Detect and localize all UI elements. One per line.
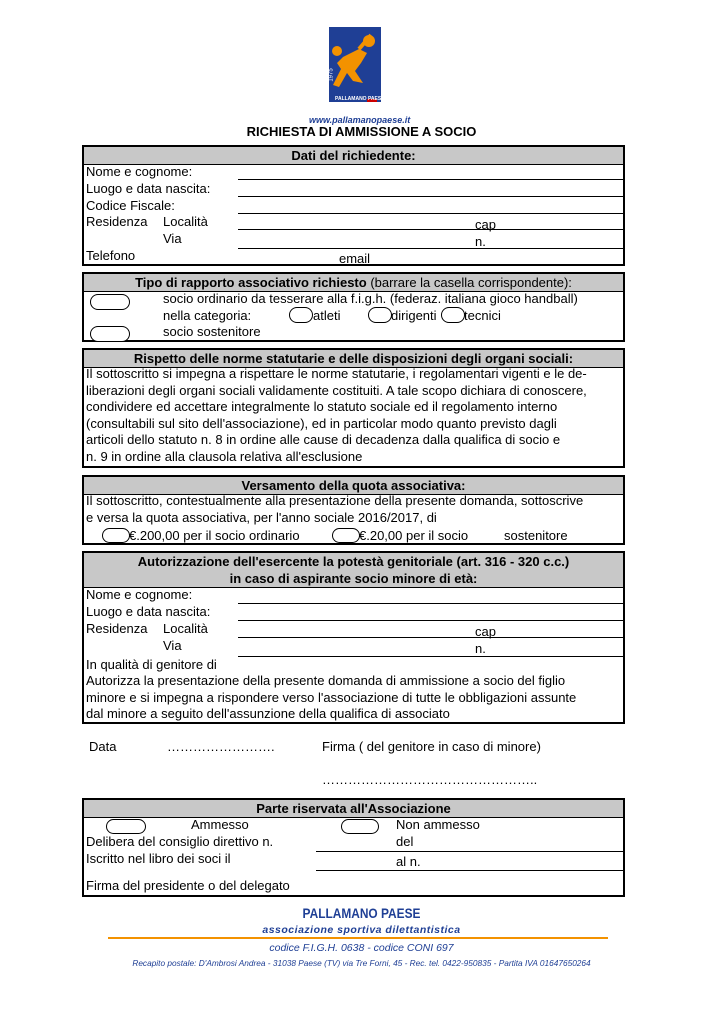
text-line: liberazioni degli organi sociali validamente costituiti. A tale scopo dichiara di conoscere, bbox=[86, 382, 587, 398]
association-reserved-section bbox=[82, 798, 625, 897]
label-via-minore: Via bbox=[163, 638, 182, 653]
label-firma-presidente: Firma del presidente o del delegato bbox=[86, 878, 290, 893]
footer-subtitle: associazione sportiva dilettantistica bbox=[262, 924, 461, 936]
option-tecnici: tecnici bbox=[464, 308, 501, 323]
field-luogo-minore[interactable] bbox=[238, 620, 623, 621]
footer-club-name: PALLAMANO PAESE bbox=[302, 905, 421, 921]
checkbox-quota-sostenitore[interactable] bbox=[332, 528, 360, 543]
label-delibera: Delibera del consiglio direttivo n. bbox=[86, 834, 274, 849]
field-del[interactable] bbox=[316, 851, 623, 852]
checkbox-socio-sostenitore[interactable] bbox=[90, 326, 130, 342]
option-socio-sostenitore: socio sostenitore bbox=[163, 324, 261, 339]
checkbox-tecnici[interactable] bbox=[441, 307, 465, 323]
logo-club-name: PALLAMANO PAESE bbox=[335, 96, 385, 102]
field-nome[interactable] bbox=[238, 179, 623, 180]
field-via[interactable] bbox=[238, 248, 623, 249]
applicant-section bbox=[82, 145, 625, 266]
option-quota-ordinario: €.200,00 per il socio ordinario bbox=[129, 528, 300, 543]
label-al-n: al n. bbox=[396, 854, 421, 869]
membership-type-section bbox=[82, 272, 625, 342]
membership-type-title: Tipo di rapporto associativo richiesto (barrare la casella corrispondente): bbox=[84, 274, 623, 292]
text-line: (consultabili sul sito dell'associazione), ed in particolar modo quanto previsto dagli bbox=[86, 415, 557, 431]
statutory-rules-text bbox=[86, 366, 619, 466]
label-telefono: Telefono bbox=[86, 248, 136, 263]
statutory-rules-section bbox=[82, 348, 625, 468]
text-line: condividere ed accettare integralmente lo statuto sociale ed il regolamento interno bbox=[86, 399, 558, 415]
title-line-2: in caso di aspirante socio minore di età: bbox=[229, 571, 478, 586]
label-nome-minore: Nome e cognome: bbox=[86, 587, 193, 602]
statutory-rules-title: Rispetto delle norme statutarie e delle disposizioni degli organi sociali: bbox=[84, 350, 623, 368]
fee-payment-title: Versamento della quota associativa: bbox=[84, 477, 623, 495]
fee-payment-text bbox=[86, 493, 619, 526]
label-localita-minore: Località bbox=[163, 621, 208, 636]
field-via-minore[interactable] bbox=[238, 656, 623, 657]
text-line: e versa la quota associativa, per l'anno sociale 2016/2017, di bbox=[86, 509, 437, 525]
label-localita: Località bbox=[163, 214, 208, 229]
logo-year: 1975 bbox=[328, 68, 335, 82]
option-ammesso: Ammesso bbox=[191, 817, 249, 832]
label-n: n. bbox=[475, 234, 486, 249]
label-categoria: nella categoria: bbox=[163, 308, 252, 323]
field-luogo[interactable] bbox=[238, 196, 623, 197]
footer-codes: codice F.I.G.H. 0638 - codice CONI 697 bbox=[269, 942, 454, 954]
option-non-ammesso: Non ammesso bbox=[396, 817, 480, 832]
text-line: articoli dello statuto n. 8 in ordine alle cause di decadenza dalla qualifica di socio e bbox=[86, 432, 561, 448]
label-iscritto: Iscritto nel libro dei soci il bbox=[86, 851, 231, 866]
text-line: Il sottoscritto si impegna a rispettare le norme statutarie, i regolamentari vigenti e le de- bbox=[86, 366, 587, 381]
option-dirigenti: dirigenti bbox=[391, 308, 437, 323]
checkbox-ammesso[interactable] bbox=[106, 819, 146, 834]
field-localita-minore[interactable] bbox=[238, 637, 623, 638]
option-quota-sostenitore-a: €.20,00 per il socio bbox=[359, 528, 469, 543]
checkbox-non-ammesso[interactable] bbox=[341, 819, 379, 834]
label-nome: Nome e cognome: bbox=[86, 164, 193, 179]
title-line-1: Autorizzazione dell'esercente la potestà genitoriale (art. 316 - 320 c.c.) bbox=[137, 554, 570, 569]
checkbox-socio-ordinario[interactable] bbox=[90, 294, 130, 310]
label-del: del bbox=[396, 834, 414, 849]
text-line: Autorizza la presentazione della presente domanda di ammissione a socio del figlio bbox=[86, 673, 566, 688]
label-cap: cap bbox=[475, 217, 496, 232]
option-socio-ordinario: socio ordinario da tesserare alla f.i.g.h. (federaz. italiana gioco handball) bbox=[163, 291, 578, 306]
applicant-section-title: Dati del richiedente: bbox=[84, 147, 623, 165]
parental-authorization-title bbox=[84, 553, 623, 588]
club-logo bbox=[307, 27, 402, 122]
club-website: www.pallamanopaese.it bbox=[309, 115, 411, 125]
label-genitore: In qualità di genitore di bbox=[86, 657, 217, 672]
parental-authorization-section bbox=[82, 551, 625, 724]
label-codice-fiscale: Codice Fiscale: bbox=[86, 198, 175, 213]
association-reserved-title: Parte riservata all'Associazione bbox=[84, 800, 623, 818]
checkbox-quota-ordinario[interactable] bbox=[102, 528, 130, 543]
label-cap-minore: cap bbox=[475, 624, 496, 639]
field-localita[interactable] bbox=[238, 229, 623, 230]
field-nome-minore[interactable] bbox=[238, 603, 623, 604]
label-luogo: Luogo e data nascita: bbox=[86, 181, 211, 196]
field-data[interactable]: ……………………. bbox=[167, 739, 275, 754]
text-line: Il sottoscritto, contestualmente alla presentazione della presente domanda, sottoscrive bbox=[86, 493, 584, 508]
field-firma-genitore[interactable]: ………………………………………….. bbox=[322, 772, 538, 787]
text-line: dal minore a seguito dell'assunzione della qualifica di associato bbox=[86, 706, 450, 722]
text-line: n. 9 in ordine alla clausola relativa all'esclusione bbox=[86, 448, 363, 464]
fee-payment-section bbox=[82, 475, 625, 545]
option-atleti: atleti bbox=[313, 308, 341, 323]
field-codice-fiscale[interactable] bbox=[238, 213, 623, 214]
label-via: Via bbox=[163, 231, 182, 246]
label-firma-genitore: Firma ( del genitore in caso di minore) bbox=[322, 739, 541, 754]
label-residenza-minore: Residenza bbox=[86, 621, 148, 636]
label-data: Data bbox=[89, 739, 117, 754]
label-n-minore: n. bbox=[475, 641, 486, 656]
checkbox-atleti[interactable] bbox=[289, 307, 313, 323]
option-quota-sostenitore-b: sostenitore bbox=[504, 528, 568, 543]
checkbox-dirigenti[interactable] bbox=[368, 307, 392, 323]
text-line: minore e si impegna a rispondere verso l'associazione di tutte le obbligazioni assunte bbox=[86, 689, 577, 705]
footer-address: Recapito postale: D'Ambrosi Andrea - 31038 Paese (TV) via Tre Forni, 45 - Rec. tel. 0422-950835 - Partita IVA 01647650264 bbox=[132, 958, 591, 968]
label-residenza: Residenza bbox=[86, 214, 148, 229]
field-al-n[interactable] bbox=[316, 870, 623, 871]
label-luogo-minore: Luogo e data nascita: bbox=[86, 604, 211, 619]
parental-authorization-text bbox=[86, 673, 619, 723]
label-email: email bbox=[339, 251, 371, 266]
handball-player-icon bbox=[307, 27, 402, 122]
footer-divider bbox=[108, 937, 608, 939]
form-title: RICHIESTA DI AMMISSIONE A SOCIO bbox=[246, 124, 477, 139]
